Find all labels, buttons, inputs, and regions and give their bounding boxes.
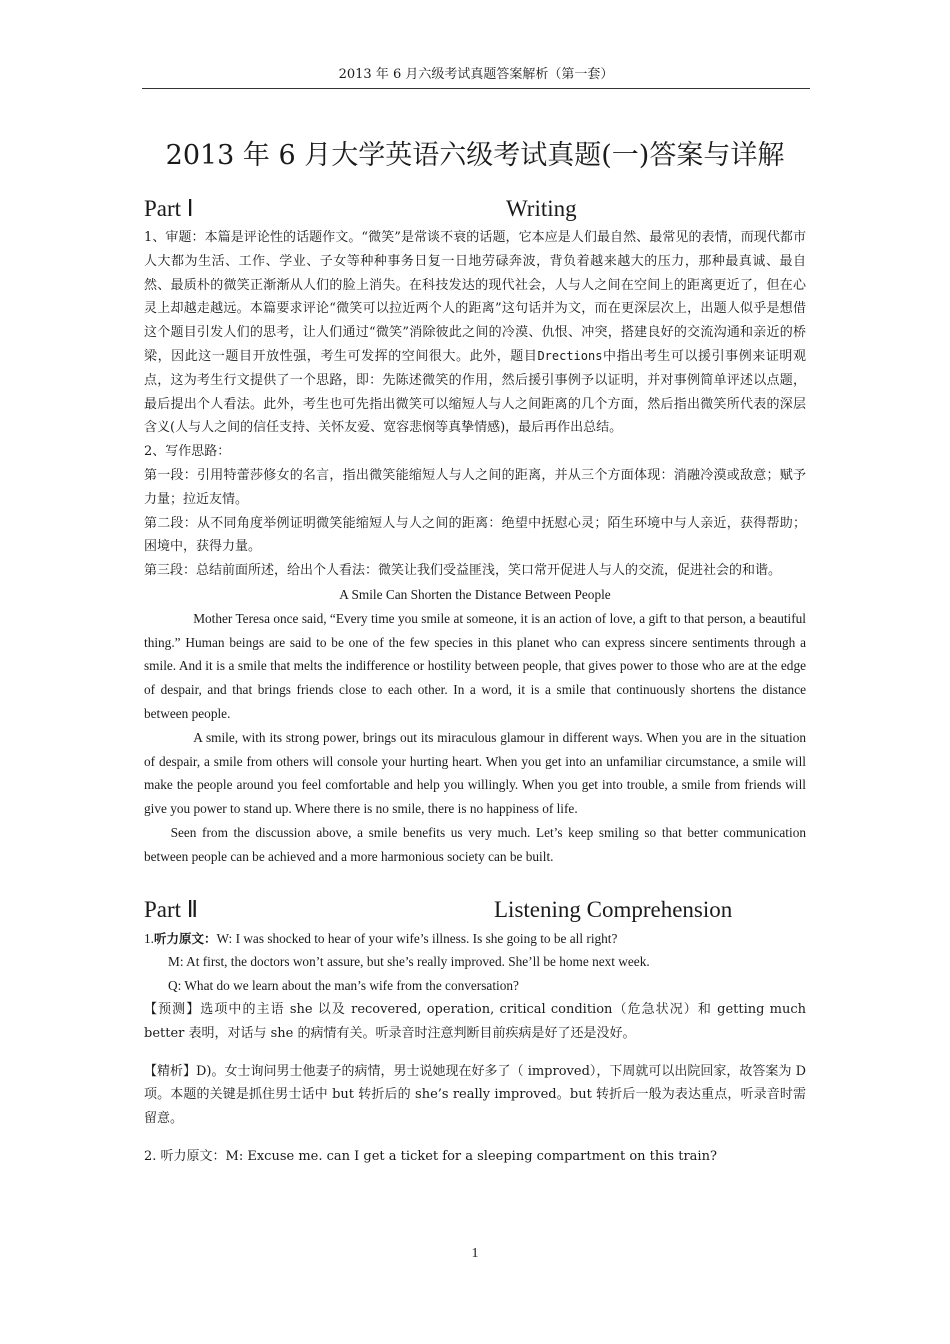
paragraph-spacer: [144, 1046, 806, 1060]
part2-label: Part Ⅱ: [144, 896, 199, 922]
review-text-start: 1、审题：本篇是评论性的话题作文。“微笑”是常谈不衰的话题，它本应是人们最自然、最常见的表情，而现代都市人大都为生活、工作、学业、子女等种种事务日复一日地劳碌奔波，背负着越来越大的压力，那种最真诚、最自然、最质朴的微笑正渐渐从人们的脸上消失。在科技发达的现代社会，人与人之间在空间上的距离更近了，但在心灵上却越走越远。本篇要求评论“微笑可以拉近两个人的距离”这句话并为文，而在更深层次上，出题人似乎是想借这个题目引发人们的思考，让人们通过“微笑”消除彼此之间的冷漠、仇恨、冲突，搭建良好的交流沟通和亲近的桥梁，因此这一题目开放性强，考生可发挥的空间很大。此外，题目: [144, 230, 806, 364]
review-paragraph: [144, 226, 806, 440]
running-header: [142, 66, 810, 89]
q1-woman-text: W: I was shocked to hear of your wife’s illness. Is she going to be all right?: [216, 930, 618, 946]
q1-woman-line: [144, 927, 806, 951]
review-term: Drections: [537, 348, 603, 363]
essay-paragraph-2: A smile, with its strong power, brings out its miraculous glamour in different ways. When you are in the situation of despair, a smile from others will console your hurting heart. When you get into an unfamiliar circumstance, a smile will make the people around you feel comfortable and help you willingly. When you get into trouble, a smile from friends will give you power to stand up. Where there is no smile, there is no happiness of life.: [144, 729, 806, 817]
part1-heading: [144, 192, 806, 226]
plan-paragraph-1: 第一段：引用特蕾莎修女的名言，指出微笑能缩短人与人之间的距离，并从三个方面体现：消融冷漠或敌意；赋予力量；拉近友情。: [144, 467, 806, 507]
q1-man-line: M: At first, the doctors won’t assure, but she’s really improved. She’ll be home next week.: [168, 954, 650, 970]
thinking-heading: 2、写作思路：: [144, 444, 231, 460]
q1-prediction: 【预测】选项中的主语 she 以及 recovered, operation, critical condition（危急状况）和 getting much better 表明，对话与 she 的病情有关。听录音时注意判断目前疾病是好了还是没好。: [144, 1001, 806, 1041]
review-text-end: 中指出考生可以援引事例来证明观点，这为考生行文提供了一个思路，即：先陈述微笑的作用，然后援引事例予以证明，并对事例简单评述以点题，最后提出个人看法。此外，考生也可先指出微笑可以缩短人与人之间距离的几个方面，然后指出微笑所代表的深层含义(人与人之间的信任支持、关怀友爱、宽容悲悯等真挚情感)，最后再作出总结。: [144, 348, 806, 436]
plan-paragraph-2: 第二段：从不同角度举例证明微笑能缩短人与人之间的距离：绝望中抚慰心灵；陌生环境中与人亲近，获得帮助；困境中，获得力量。: [144, 515, 806, 555]
document-body: [144, 192, 806, 1169]
essay-paragraph-3: Seen from the discussion above, a smile benefits us very much. Let’s keep smiling so that better communication between people can be achieved and a more harmonious society can be built.: [144, 824, 806, 864]
q2-script: 2. 听力原文：M: Excuse me. can I get a ticket for a sleeping compartment on this train?: [144, 1148, 717, 1164]
part1-name: Writing: [506, 196, 577, 221]
essay-title: A Smile Can Shorten the Distance Between People: [339, 586, 611, 602]
q1-question-line: Q: What do we learn about the man’s wife from the conversation?: [168, 978, 519, 994]
running-header-text: 2013 年 6 月六级考试真题答案解析（第一套）: [338, 67, 614, 82]
q1-number: 1.: [144, 930, 154, 946]
page-number: 1: [471, 1246, 479, 1261]
essay-paragraph-1: Mother Teresa once said, “Every time you smile at someone, it is an action of love, a gift to that person, a beautiful thing.” Human beings are said to be one of the few species in this planet who can express sincere sentiments through a smile. And it is a smile that melts the indifference or hostility between people, that gives power to those who are at the edge of despair, and that brings friends close to each other. In a word, it is a smile that continuously shortens the distance between people.: [144, 610, 806, 721]
plan-paragraph-3: 第三段：总结前面所述，给出个人看法：微笑让我们受益匪浅，笑口常开促进人与人的交流，促进社会的和谐。: [144, 563, 782, 579]
part2-name: Listening Comprehension: [494, 896, 733, 922]
q1-script-label: 听力原文：: [153, 930, 217, 946]
document-title: 2013 年 6 月大学英语六级考试真题(一)答案与详解: [165, 140, 785, 172]
q1-analysis: 【精析】D)。女士询问男士他妻子的病情，男士说她现在好多了（ improved），下周就可以出院回家，故答案为 D 项。本题的关键是抓住男士话中 but 转折后的 she’s really improved。but 转折后一般为表达重点，听录音时需留意。: [144, 1063, 806, 1127]
part2-heading: [144, 893, 806, 927]
paragraph-spacer-2: [144, 1131, 806, 1145]
part1-label: Part Ⅰ: [144, 196, 194, 221]
section-spacer: [144, 869, 806, 893]
